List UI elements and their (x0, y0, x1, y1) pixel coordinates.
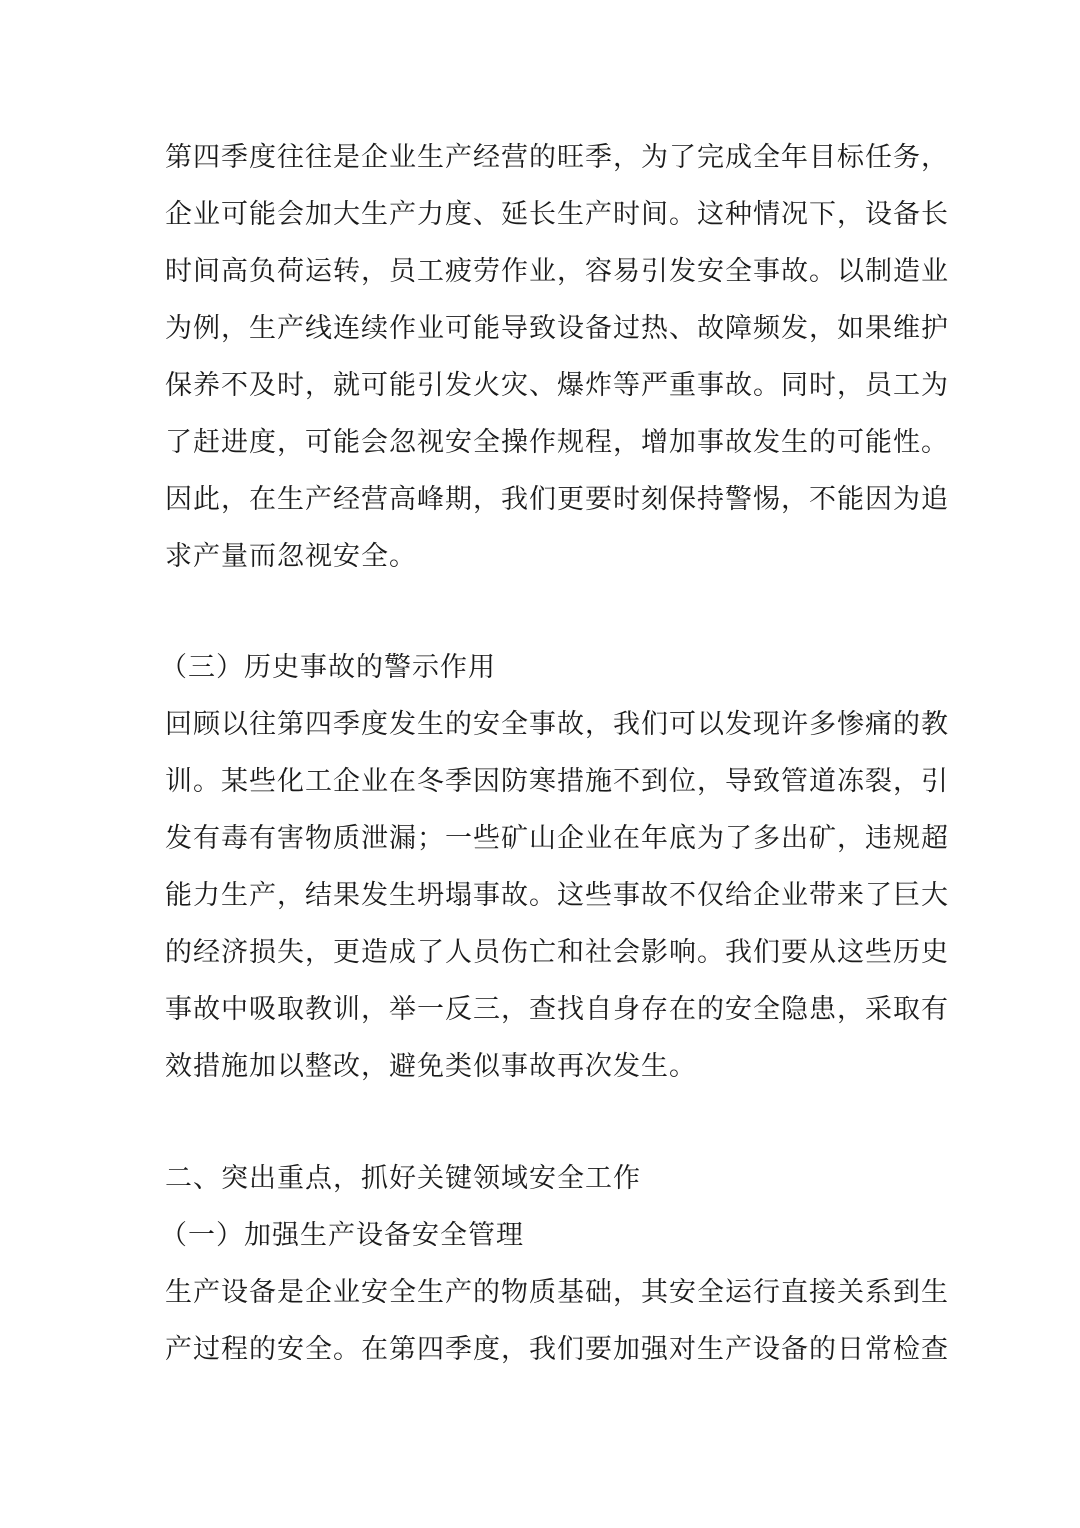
text-line: 了赶进度，可能会忽视安全操作规程，增加事故发生的可能性。 (165, 427, 949, 458)
text-line: 企业可能会加大生产力度、延长生产时间。这种情况下，设备长 (165, 199, 949, 230)
text-line: 事故中吸取教训，举一反三，查找自身存在的安全隐患，采取有 (165, 994, 949, 1025)
subsection-heading: （一）加强生产设备安全管理 (160, 1220, 524, 1251)
text-line: 保养不及时，就可能引发火灾、爆炸等严重事故。同时，员工为 (165, 370, 949, 401)
section-title: 二、突出重点，抓好关键领域安全工作 (165, 1163, 641, 1194)
section-heading: （三）历史事故的警示作用 (160, 652, 496, 683)
text-line: 的经济损失，更造成了人员伤亡和社会影响。我们要从这些历史 (165, 937, 949, 968)
text-line: 产过程的安全。在第四季度，我们要加强对生产设备的日常检查 (165, 1334, 949, 1365)
text-line: 效措施加以整改，避免类似事故再次发生。 (165, 1051, 697, 1082)
text-line: 因此，在生产经营高峰期，我们更要时刻保持警惕，不能因为追 (165, 484, 949, 515)
text-line: 发有毒有害物质泄漏；一些矿山企业在年底为了多出矿，违规超 (165, 823, 949, 854)
text-line: 能力生产，结果发生坍塌事故。这些事故不仅给企业带来了巨大 (165, 880, 949, 911)
text-line: 回顾以往第四季度发生的安全事故，我们可以发现许多惨痛的教 (165, 709, 949, 740)
text-line: 求产量而忽视安全。 (165, 541, 417, 572)
text-line: 为例，生产线连续作业可能导致设备过热、故障频发，如果维护 (165, 313, 949, 344)
text-line: 训。某些化工企业在冬季因防寒措施不到位，导致管道冻裂，引 (165, 766, 949, 797)
text-line: 生产设备是企业安全生产的物质基础，其安全运行直接关系到生 (165, 1277, 949, 1308)
text-line: 第四季度往往是企业生产经营的旺季，为了完成全年目标任务， (165, 142, 949, 173)
text-line: 时间高负荷运转，员工疲劳作业，容易引发安全事故。以制造业 (165, 256, 949, 287)
